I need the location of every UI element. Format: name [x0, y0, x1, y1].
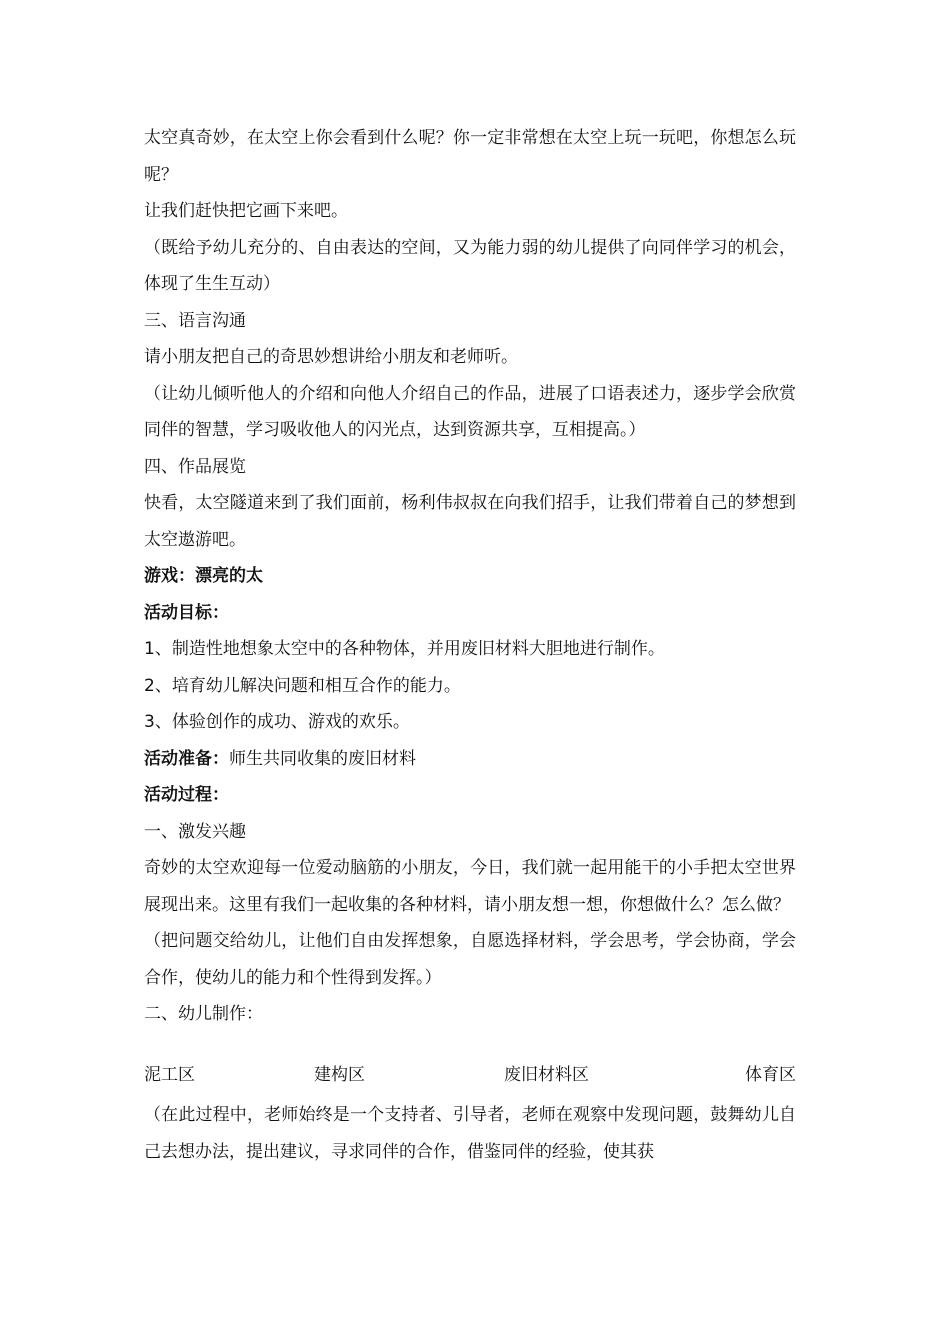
section-heading-1: 一、激发兴趣 — [144, 821, 246, 842]
note-imagination: （把问题交给幼儿，让他们自由发挥想象，自愿选择材料，学会思考，学会协商，学会合作，使幼儿的能力和个性得到发挥。） — [144, 931, 796, 988]
paragraph-tunnel: 快看，太空隧道来到了我们面前，杨利伟叔叔在向我们招手，让我们带着自己的梦想到太空遨游吧。 — [144, 493, 796, 550]
activity-areas-row — [144, 1057, 796, 1094]
preparation-label: 活动准备： — [144, 748, 229, 769]
note-listening: （让幼儿倾听他人的介绍和向他人介绍自己的作品，进展了口语表述力，逐步学会欣赏同伴的智慧，学习吸收他人的闪光点，达到资源共享，互相提高。） — [144, 383, 796, 440]
goal-1: 1、制造性地想象太空中的各种物体，并用废旧材料大胆地进行制作。 — [144, 639, 665, 659]
preparation-text: 师生共同收集的废旧材料 — [229, 748, 416, 769]
note-teacher-role: （在此过程中，老师始终是一个支持者、引导者，老师在观察中发现问题，鼓舞幼儿自己去想办法，提出建议，寻求同伴的合作，借鉴同伴的经验，使其获 — [144, 1105, 796, 1162]
paragraph-share: 请小朋友把自己的奇思妙想讲给小朋友和老师听。 — [144, 347, 518, 367]
blank-line — [144, 1033, 796, 1057]
document-body — [144, 120, 796, 1170]
game-title: 游戏：漂亮的太 — [144, 566, 263, 586]
paragraph-welcome: 奇妙的太空欢迎每一位爱动脑筋的小朋友，今日，我们就一起用能干的小手把太空世界展现出来。这里有我们一起收集的各种材料，请小朋友想一想，你想做什么？怎么做？ — [144, 858, 796, 915]
goal-2: 2、培育幼儿解决问题和相互合作的能力。 — [144, 675, 461, 696]
preparation-line — [144, 741, 796, 778]
paragraph-draw: 让我们赶快把它画下来吧。 — [144, 201, 348, 221]
section-heading-4: 四、作品展览 — [144, 456, 246, 477]
area-construction: 建构区 — [314, 1064, 365, 1085]
goals-heading: 活动目标： — [144, 602, 229, 623]
area-recycled-materials: 废旧材料区 — [504, 1064, 589, 1085]
paragraph-intro: 太空真奇妙，在太空上你会看到什么呢？你一定非常想在太空上玩一玩吧，你想怎么玩呢？ — [144, 128, 796, 185]
section-heading-2: 二、幼儿制作： — [144, 1004, 263, 1024]
section-heading-3: 三、语言沟通 — [144, 310, 246, 331]
note-interaction: （既给予幼儿充分的、自由表达的空间，又为能力弱的幼儿提供了向同伴学习的机会，体现了生生互动） — [144, 237, 796, 294]
process-heading: 活动过程： — [144, 785, 229, 805]
goal-3: 3、体验创作的成功、游戏的欢乐。 — [144, 712, 410, 732]
area-sports: 体育区 — [745, 1064, 796, 1085]
area-clay: 泥工区 — [144, 1064, 195, 1085]
